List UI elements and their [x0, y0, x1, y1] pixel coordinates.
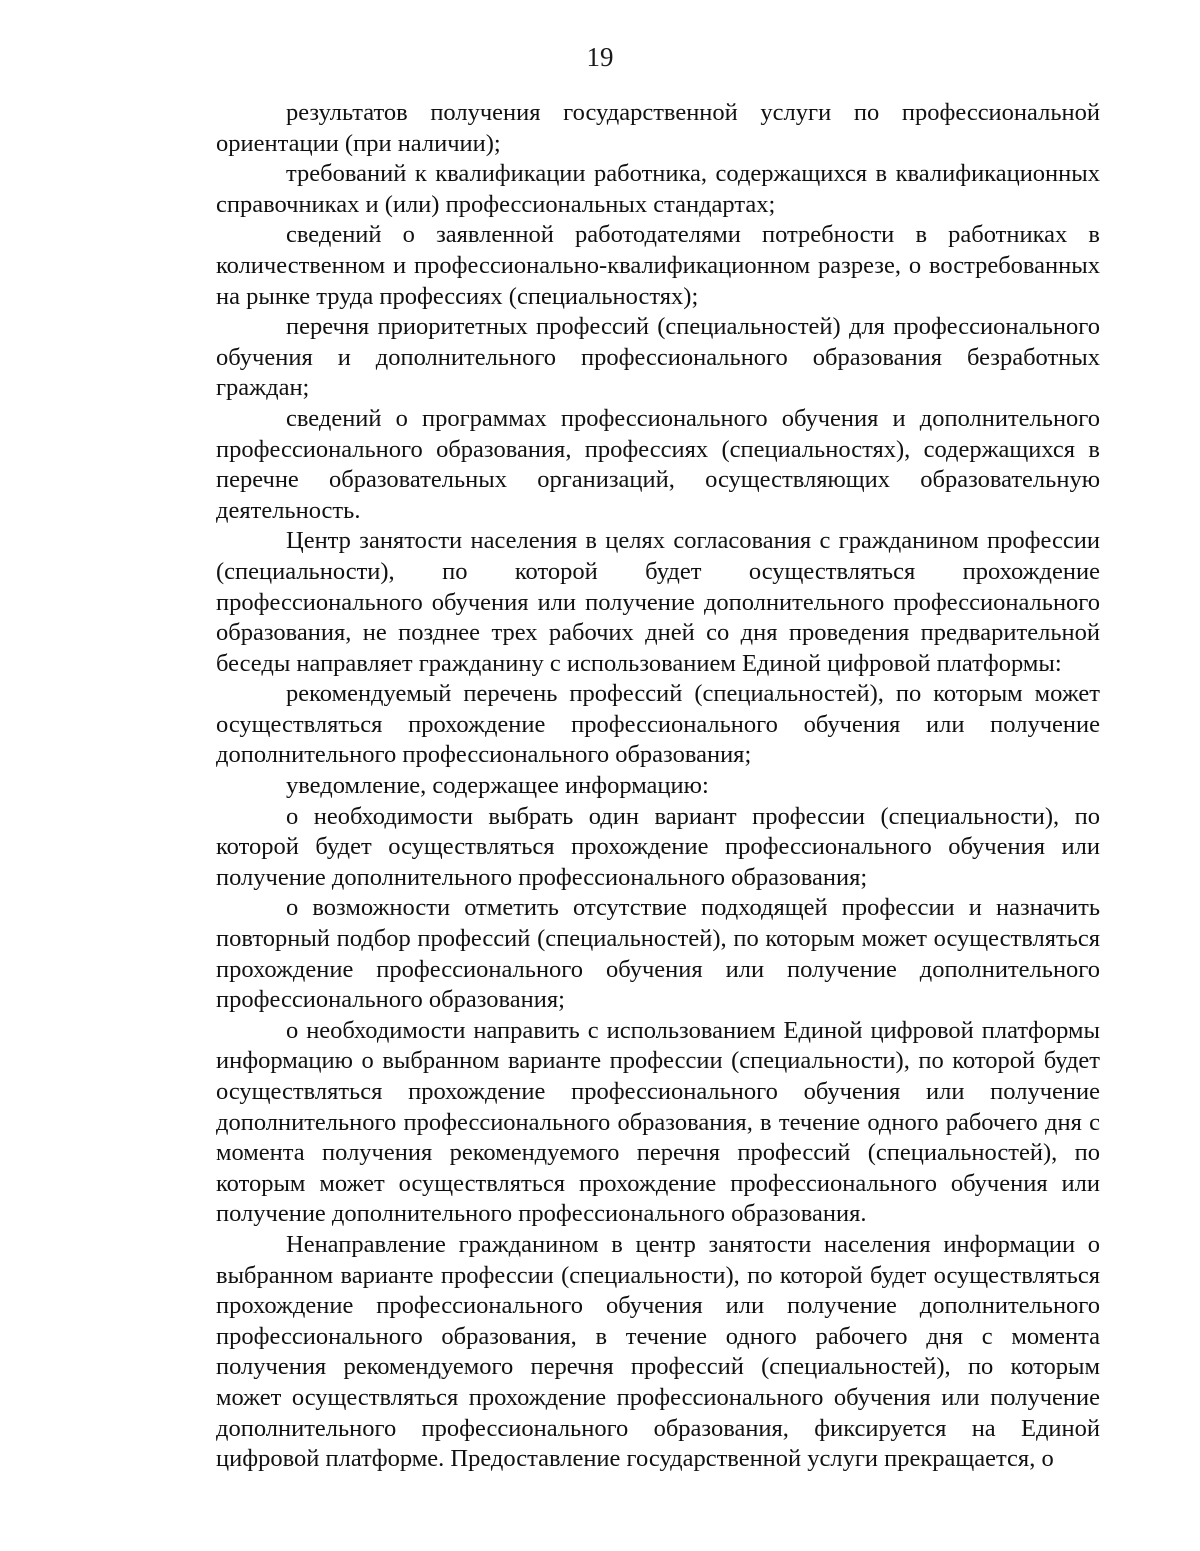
paragraph-4: перечня приоритетных профессий (специальностей) для профессионального обучения и дополнительного профессионального образования безработных граждан;: [216, 313, 1100, 402]
paragraph-8: уведомление, содержащее информацию:: [286, 772, 709, 800]
document-body: [216, 98, 1100, 1475]
page-number: 19: [586, 42, 614, 72]
paragraph-2: требований к квалификации работника, содержащихся в квалификационных справочниках и (или) профессиональных стандартах;: [216, 160, 1100, 218]
paragraph-9: о необходимости выбрать один вариант профессии (специальности), по которой будет осуществляться прохождение профессионального обучения или получение дополнительного профессионального образования;: [216, 802, 1100, 891]
paragraph-10: о возможности отметить отсутствие подходящей профессии и назначить повторный подбор профессий (специальностей), по которым может осуществляться прохождение профессионального обучения или получение дополнительного профессионального образования;: [216, 894, 1100, 1014]
paragraph-11: о необходимости направить с использованием Единой цифровой платформы информацию о выбранном варианте профессии (специальности), по которой будет осуществляться прохождение профессионального обучения или получение дополнительного профессионального образования, в течение одного рабочего дня с момента получения рекомендуемого перечня профессий (специальностей), по которым может осуществляться прохождение профессионального обучения или получение дополнительного профессионального образования.: [216, 1016, 1100, 1228]
paragraph-7: рекомендуемый перечень профессий (специальностей), по которым может осуществляться прохождение профессионального обучения или получение дополнительного профессионального образования;: [216, 680, 1100, 769]
paragraph-3: сведений о заявленной работодателями потребности в работниках в количественном и профессионально-квалификационном разрезе, о востребованных на рынке труда профессиях (специальностях);: [216, 221, 1100, 310]
paragraph-5: сведений о программах профессионального обучения и дополнительного профессионального образования, профессиях (специальностях), содержащихся в перечне образовательных организаций, осуществляющих образовательную деятельность.: [216, 404, 1100, 524]
paragraph-6: Центр занятости населения в целях согласования с гражданином профессии (специальности), по которой будет осуществляться прохождение профессионального обучения или получение дополнительного профессионального образования, не позднее трех рабочих дней со дня проведения предварительной беседы направляет гражданину с использованием Единой цифровой платформы:: [216, 527, 1100, 677]
paragraph-12: Ненаправление гражданином в центр занятости населения информации о выбранном варианте профессии (специальности), по которой будет осуществляться прохождение профессионального обучения или получение дополнительного профессионального образования, в течение одного рабочего дня с момента получения рекомендуемого перечня профессий (специальностей), по которым может осуществляться прохождение профессионального обучения или получение дополнительного профессионального образования, фиксируется на Единой цифровой платформе. Предоставление государственной услуги прекращается, о: [216, 1230, 1100, 1473]
paragraph-1: результатов получения государственной услуги по профессиональной ориентации (при наличии);: [216, 99, 1100, 157]
